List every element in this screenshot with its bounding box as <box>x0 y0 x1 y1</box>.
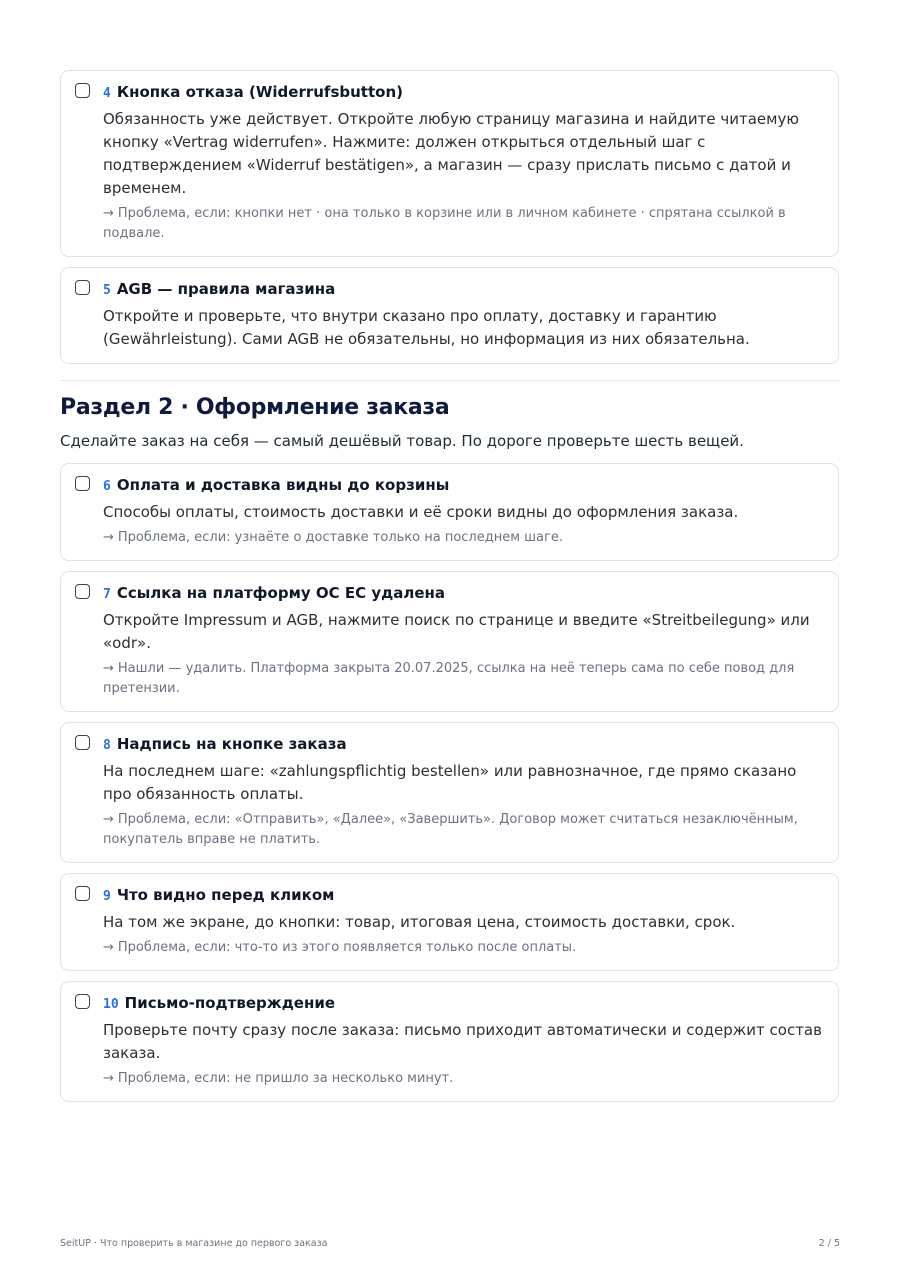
checklist-item <box>60 722 839 863</box>
page-footer <box>60 1238 840 1249</box>
item-title <box>103 474 824 498</box>
item-title <box>103 81 824 105</box>
checkbox[interactable] <box>75 476 90 491</box>
item-number: 8 <box>103 738 111 753</box>
section-intro: Сделайте заказ на себя — самый дешёвый товар. По дороге проверьте шесть вещей. <box>60 432 744 450</box>
checkbox[interactable] <box>75 886 90 901</box>
section-title: Раздел 2 · Оформление заказа <box>60 395 450 420</box>
item-description: На том же экране, до кнопки: товар, итоговая цена, стоимость доставки, срок. <box>103 913 736 931</box>
item-description: Откройте Impressum и AGB, нажмите поиск по странице и введите «Streitbeilegung» или «odr». <box>103 611 810 652</box>
item-number: 4 <box>103 86 111 101</box>
item-problem <box>103 659 824 699</box>
item-problem <box>103 204 824 244</box>
item-number: 7 <box>103 587 111 602</box>
checklist-item <box>60 267 839 364</box>
item-problem-text: Проблема, если: кнопки нет · она только в корзине или в личном кабинете · спрятана ссылкой в подвале. <box>103 206 786 241</box>
item-title-text: AGB — правила магазина <box>116 280 336 298</box>
section-divider <box>60 380 839 381</box>
item-title <box>103 884 824 908</box>
item-problem-text: Нашли — удалить. Платформа закрыта 20.07.2025, ссылка на неё теперь сама по себе повод для претензии. <box>103 661 795 696</box>
checklist-item <box>60 571 839 712</box>
item-title <box>103 278 824 302</box>
arrow-icon: → <box>103 661 114 676</box>
item-title <box>103 733 824 757</box>
item-description: Проверьте почту сразу после заказа: письмо приходит автоматически и содержит состав заказа. <box>103 1021 822 1062</box>
item-title-text: Кнопка отказа (Widerrufsbutton) <box>116 83 403 101</box>
checklist-item <box>60 873 839 971</box>
item-problem-text: Проблема, если: узнаёте о доставке только на последнем шаге. <box>117 530 563 545</box>
arrow-icon: → <box>103 206 114 221</box>
arrow-icon: → <box>103 812 114 827</box>
item-description: Обязанность уже действует. Откройте любую страницу магазина и найдите читаемую кнопку «Vertrag widerrufen». Нажмите: должен открыться отдельный шаг с подтверждением «Widerruf bestätigen», а магазин — сразу прислать письмо с датой и временем. <box>103 110 799 197</box>
checkbox[interactable] <box>75 83 90 98</box>
item-description: На последнем шаге: «zahlungspflichtig bestellen» или равнозначное, где прямо сказано про обязанность оплаты. <box>103 762 797 803</box>
arrow-icon: → <box>103 940 114 955</box>
item-title <box>103 582 824 606</box>
item-title-text: Надпись на кнопке заказа <box>116 735 347 753</box>
page-number: 2 / 5 <box>818 1238 840 1249</box>
item-problem-text: Проблема, если: «Отправить», «Далее», «Завершить». Договор может считаться незаключённым, покупатель вправе не платить. <box>103 812 798 847</box>
item-title-text: Оплата и доставка видны до корзины <box>116 476 450 494</box>
item-problem-text: Проблема, если: что-то из этого появляется только после оплаты. <box>117 940 577 955</box>
item-description: Откройте и проверьте, что внутри сказано про оплату, доставку и гарантию (Gewährleistung). Сами AGB не обязательны, но информация из них обязательна. <box>103 307 750 348</box>
item-title-text: Ссылка на платформу ОС ЕС удалена <box>116 584 445 602</box>
checkbox[interactable] <box>75 584 90 599</box>
item-description: Способы оплаты, стоимость доставки и её сроки видны до оформления заказа. <box>103 503 739 521</box>
item-title-text: Письмо-подтверждение <box>124 994 336 1012</box>
item-title-text: Что видно перед кликом <box>116 886 335 904</box>
checkbox[interactable] <box>75 735 90 750</box>
item-title <box>103 992 824 1016</box>
item-problem <box>103 938 824 958</box>
arrow-icon: → <box>103 530 114 545</box>
checkbox[interactable] <box>75 994 90 1009</box>
footer-title: SeitUP · Что проверить в магазине до первого заказа <box>60 1238 328 1249</box>
item-problem <box>103 528 824 548</box>
checklist-item <box>60 70 839 257</box>
checklist-item <box>60 981 839 1102</box>
item-number: 10 <box>103 997 119 1012</box>
checklist-item <box>60 463 839 561</box>
item-number: 9 <box>103 889 111 904</box>
checkbox[interactable] <box>75 280 90 295</box>
arrow-icon: → <box>103 1071 114 1086</box>
item-problem <box>103 810 824 850</box>
checklist-page <box>60 70 839 1112</box>
item-problem-text: Проблема, если: не пришло за несколько минут. <box>117 1071 454 1086</box>
item-problem <box>103 1069 824 1089</box>
item-number: 5 <box>103 283 111 298</box>
item-number: 6 <box>103 479 111 494</box>
